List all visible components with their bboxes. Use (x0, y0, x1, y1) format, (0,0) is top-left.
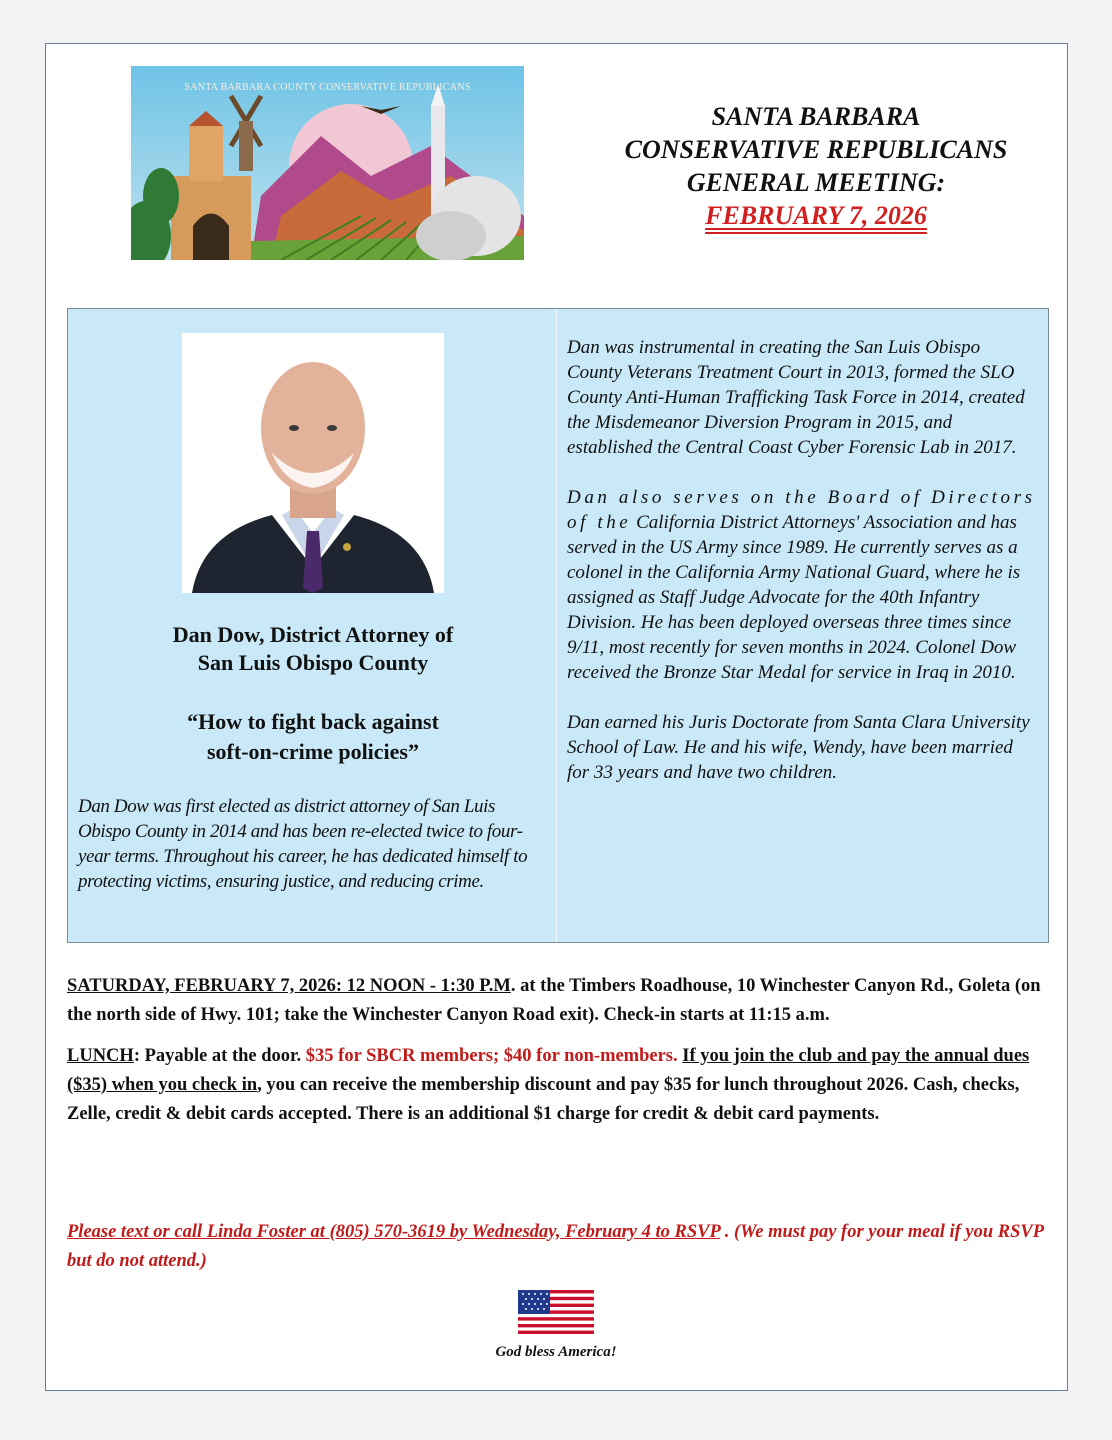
speaker-name-line-1: Dan Dow, District Attorney of (172, 622, 454, 647)
lunch-label: LUNCH (67, 1046, 134, 1066)
rsvp-rest: . (We must pay for your meal if you RSVP but do not attend.) (67, 1222, 1044, 1271)
event-location: . at the Timbers Roadhouse, 10 Winchester Canyon Rd., Goleta (on the north side of Hwy. 101; take the Winchester Canyon Road exit). Check-in starts at 11:15 a.m. (67, 976, 1041, 1025)
event-datetime: SATURDAY, FEBRUARY 7, 2026: 12 NOON - 1:30 P.M (67, 976, 511, 996)
lunch-intro: : Payable at the door. (133, 1046, 306, 1066)
bio-paragraph-2-spaced: Dan also serves on the Board of Directors of the (567, 487, 1036, 533)
page-title (566, 100, 1066, 232)
rsvp-note (67, 1218, 1047, 1276)
meeting-date: FEBRUARY 7, 2026 (705, 201, 927, 230)
rsvp-contact: Please text or call Linda Foster at (805) 570-3619 by Wednesday, February 4 to RSVP (67, 1222, 721, 1242)
bio-paragraph-3: Dan earned his Juris Doctorate from Santa Clara University School of Law. He and his wife, Wendy, have been married for 33 years and have two children. (567, 712, 1030, 783)
lunch-rest: , you can receive the membership discount and pay $35 for lunch throughout 2026. Cash, checks, Zelle, credit & debit cards accepted. There is an additional $1 charge for credit & debit card payments. (67, 1075, 1020, 1124)
speaker-bio-right (567, 335, 1037, 810)
flyer-page (45, 43, 1068, 1391)
speaker-name (108, 621, 518, 677)
speaker-photo (182, 333, 444, 593)
column-divider (556, 309, 557, 942)
when-where (67, 972, 1047, 1030)
speaker-bio-left: Dan Dow was first elected as district attorney of San Luis Obispo County in 2014 and has been re-elected twice to four-year terms. Throughout his career, he has dedicated himself to protecting victims, ensuring justice, and reducing crime. (78, 796, 528, 892)
bio-paragraph-2 (567, 485, 1037, 685)
club-logo (131, 66, 524, 260)
title-line-2: CONSERVATIVE REPUBLICANS (624, 135, 1008, 164)
lunch-join-note: If you join the club and pay the annual dues ($35) when you check in (67, 1046, 1030, 1095)
event-details (67, 972, 1047, 1141)
bio-paragraph-1: Dan was instrumental in creating the San Luis Obispo County Veterans Treatment Court in 2013, formed the SLO County Anti-Human Trafficking Task Force in 2014, created the Misdemeanor Diversion Program in 2015, and established the Central Coast Cyber Forensic Lab in 2017. (567, 337, 1025, 458)
speaker-name-line-2: San Luis Obispo County (197, 650, 429, 675)
title-line-3: GENERAL MEETING: (686, 168, 946, 197)
title-line-1: SANTA BARBARA (711, 102, 921, 131)
bio-paragraph-2-rest: California District Attorneys' Association and has served in the US Army since 1989. He currently serves as a colonel in the California Army National Guard, where he is assigned as Staff Judge Advocate for the 40th Infantry Division. He has been deployed overseas three times since 9/11, most recently for seven months in 2024. Colonel Dow received the Bronze Star Medal for service in Iraq in 2010. (567, 512, 1021, 683)
talk-title-line-1: “How to fight back against (187, 709, 439, 734)
talk-title-line-2: soft-on-crime policies” (207, 739, 419, 764)
lunch-price: $35 for SBCR members; $40 for non-members. (305, 1046, 678, 1066)
speaker-panel (67, 308, 1049, 943)
lunch-info (67, 1042, 1047, 1129)
talk-title (108, 707, 518, 767)
closing-line: God bless America! (495, 1344, 617, 1360)
us-flag-icon (518, 1290, 594, 1334)
logo-title: SANTA BARBARA COUNTY CONSERVATIVE REPUBLICANS (184, 82, 471, 93)
